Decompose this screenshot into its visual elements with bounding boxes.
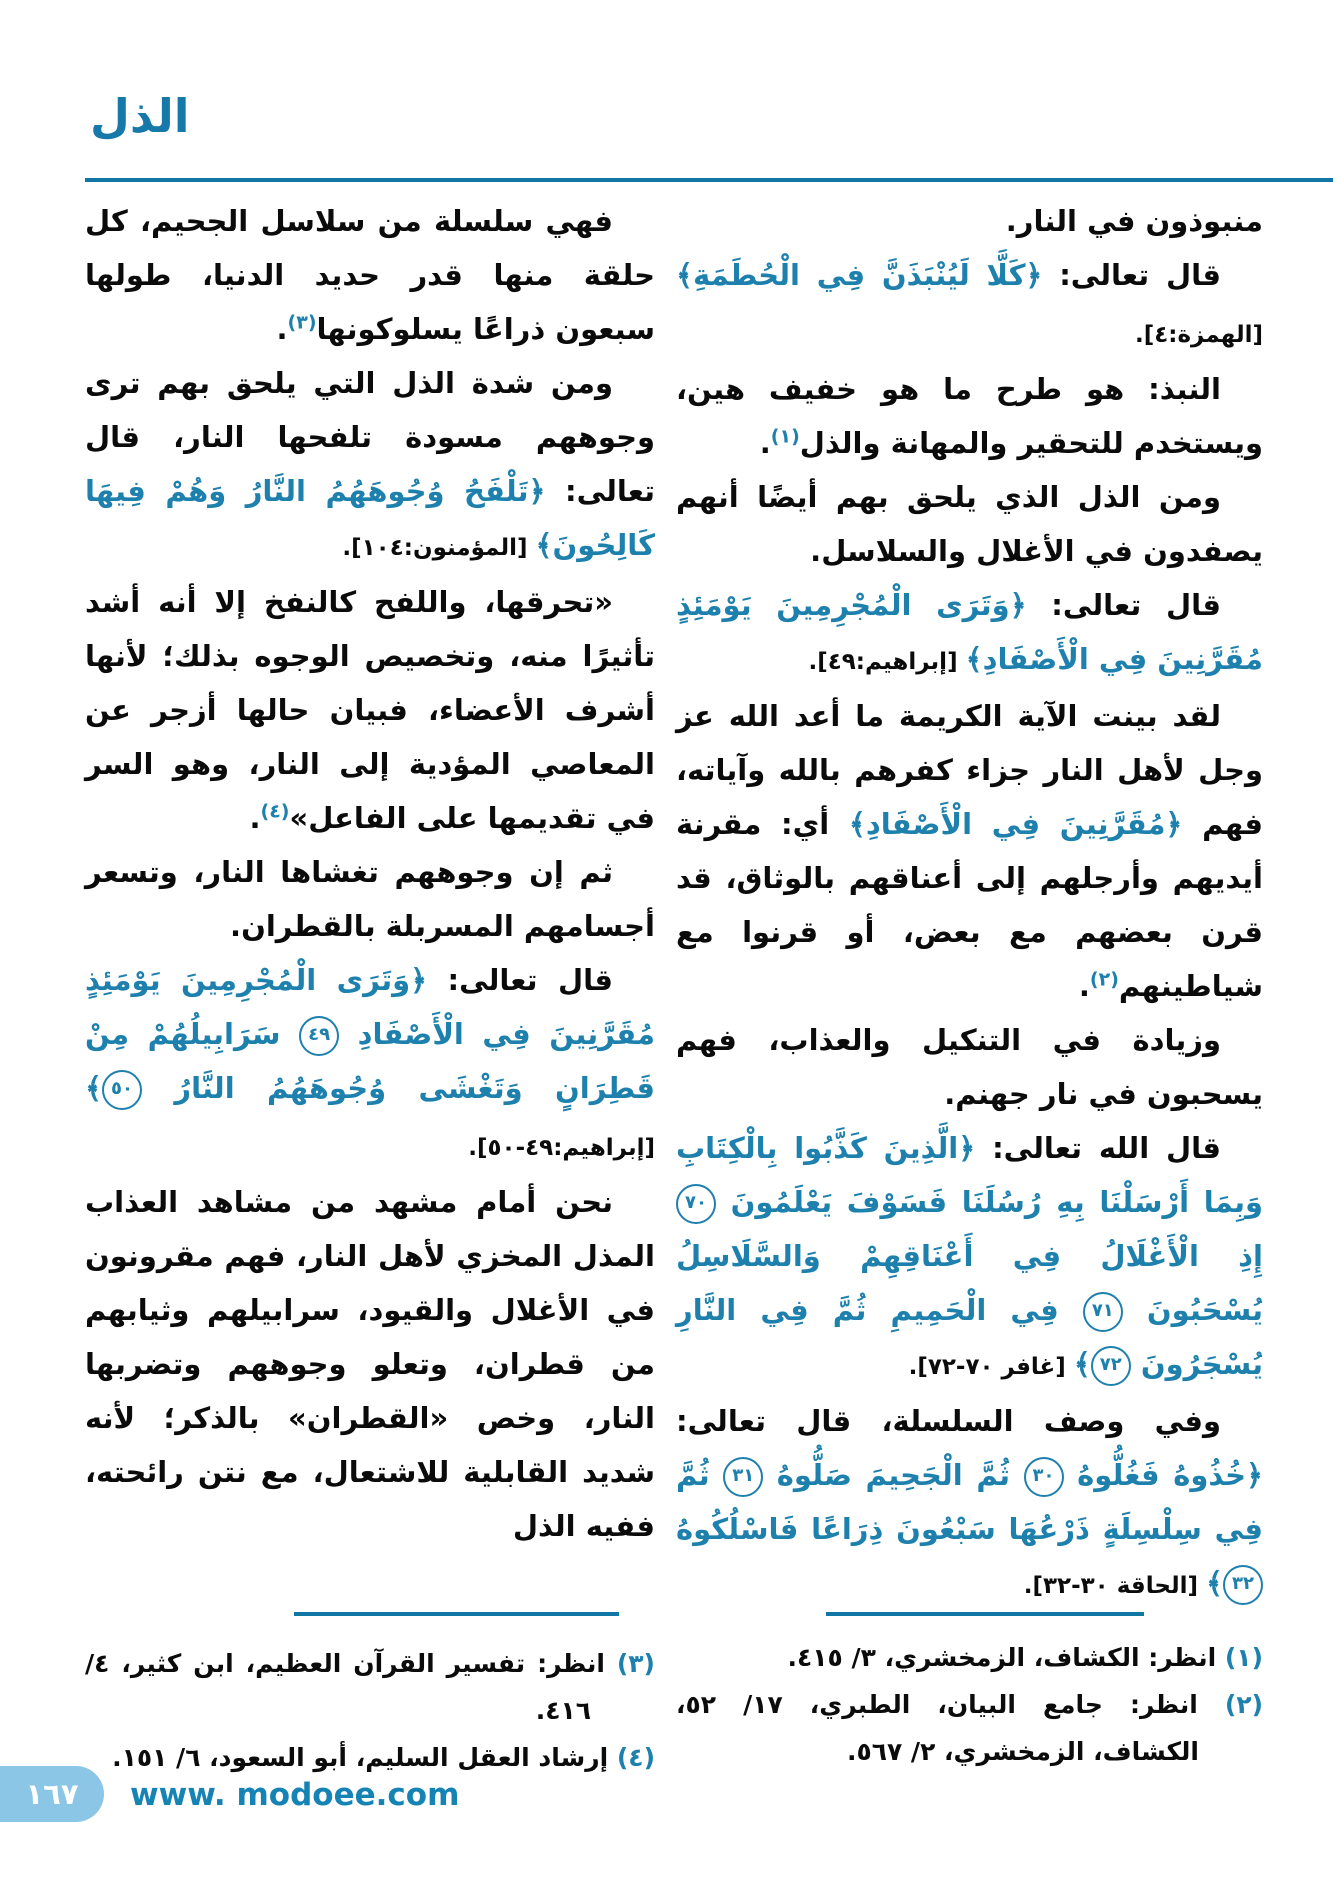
header-rule xyxy=(85,178,1333,182)
footnote-number: (٢) xyxy=(1197,1690,1264,1719)
paragraph xyxy=(85,356,655,575)
paragraph xyxy=(676,1121,1263,1394)
footnote-number: (٣) xyxy=(604,1649,655,1678)
quran-verse-run: ثُمَّ الْجَحِيمَ صَلُّوهُ xyxy=(763,1458,1024,1492)
footnote-number: (٤) xyxy=(608,1743,655,1772)
page-title: الذل xyxy=(90,89,190,143)
ayah-number-badge: ٣١ xyxy=(723,1457,763,1497)
ayah-number-badge: ٧١ xyxy=(1083,1292,1123,1332)
footnote xyxy=(676,1681,1263,1775)
paragraph xyxy=(676,194,1263,248)
body-text-run: ومن شدة الذل التي يلحق بهم ترى وجوههم مسودة تلفحها النار، قال تعالى: xyxy=(85,366,655,508)
footnote-ref-marker: (٢) xyxy=(1089,968,1119,991)
body-text-run: . xyxy=(276,312,288,346)
footnote-text: انظر: جامع البيان، الطبري، ١٧/ ٥٢، الكشاف، الزمخشري، ٢/ ٥٦٧. xyxy=(676,1690,1199,1766)
ayah-number-badge: ٧٢ xyxy=(1091,1346,1131,1386)
ayah-number-badge: ٣٢ xyxy=(1223,1565,1263,1605)
body-text-run: لقد بينت الآية الكريمة ما أعد الله عز وجل لأهل النار جزاء كفرهم بالله وآياته، فهم xyxy=(676,699,1263,841)
paragraph xyxy=(676,689,1263,1013)
footnote xyxy=(85,1640,655,1734)
page-number: ١٦٧ xyxy=(25,1777,79,1811)
body-text-run: أي: مقرنة أيديهم وأرجلهم إلى أعناقهم بالوثاق، قد قرن بعضهم مع بعض، أو قرنوا مع شياطينهم xyxy=(676,807,1263,1003)
quran-verse-run: ﴾ xyxy=(85,1071,102,1105)
footnote-ref-marker: (١) xyxy=(770,425,800,448)
verse-reference: [المؤمنون:١٠٤]. xyxy=(342,535,536,561)
paragraph xyxy=(676,1013,1263,1121)
body-text-run: ومن الذل الذي يلحق بهم أيضًا أنهم يصفدون في الأغلال والسلاسل. xyxy=(676,480,1263,568)
footnote-ref-marker: (٣) xyxy=(287,311,317,334)
footnotes-left xyxy=(85,1640,655,1781)
body-text-run: . xyxy=(1078,969,1090,1003)
footnote-text: انظر: تفسير القرآن العظيم، ابن كثير، ٤/ ٤١٦. xyxy=(85,1649,605,1725)
footnotes-right xyxy=(676,1634,1263,1775)
footnote-separator-left xyxy=(294,1612,619,1616)
quran-verse-run: فِي الْحَمِيمِ ثُمَّ فِي النَّارِ يُسْجَرُونَ xyxy=(676,1293,1263,1381)
ayah-number-badge: ٤٩ xyxy=(299,1016,339,1056)
quran-verse-run: ﴿تَلْفَحُ وُجُوهَهُمُ النَّارُ وَهُمْ فِيهَا كَالِحُونَ﴾ xyxy=(85,474,655,562)
body-text-run: نحن أمام مشهد من مشاهد العذاب المذل المخزي لأهل النار، فهم مقرونون في الأغلال والقيود، سرابيلهم وثيابهم من قطران، وتعلو وجوههم وتضربها النار، وخص «القطران» بالذكر؛ لأنه شديد القابلية للاشتعال، مع نتن رائحته، ففيه الذل xyxy=(85,1185,655,1543)
paragraph xyxy=(676,578,1263,689)
quran-verse-run: ﴿الَّذِينَ كَذَّبُوا بِالْكِتَابِ وَبِمَا أَرْسَلْنَا بِهِ رُسُلَنَا فَسَوْفَ يَعْلَمُونَ xyxy=(676,1131,1263,1219)
quran-verse-run: ﴾ xyxy=(1073,1347,1091,1381)
footnote-separator-right xyxy=(826,1612,1144,1616)
verse-reference: [الحاقة ٣٠-٣٢]. xyxy=(1023,1573,1206,1599)
body-text-run: ثم إن وجوههم تغشاها النار، وتسعر أجسامهم المسربلة بالقطران. xyxy=(85,855,655,943)
website-url: www. modoee.com xyxy=(130,1777,460,1813)
body-text-run: . xyxy=(759,426,771,460)
body-text-run: فهي سلسلة من سلاسل الجحيم، كل حلقة منها قدر حديد الدنيا، طولها سبعون ذراعًا يسلوكونها xyxy=(85,204,655,346)
body-text-run: قال تعالى: xyxy=(1026,588,1221,622)
paragraph xyxy=(676,1394,1263,1613)
footnote-number: (١) xyxy=(1216,1643,1263,1672)
quran-verse-run: ﴿كَلَّا لَيُنْبَذَنَّ فِي الْحُطَمَةِ﴾ xyxy=(676,258,1043,292)
body-text-run: وفي وصف السلسلة، قال تعالى: xyxy=(676,1404,1221,1438)
body-text-run: وزيادة في التنكيل والعذاب، فهم يسحبون في نار جهنم. xyxy=(676,1023,1263,1111)
paragraph xyxy=(85,194,655,356)
verse-reference: [غافر ٧٠-٧٢]. xyxy=(908,1354,1074,1380)
body-text-run: النبذ: هو طرح ما هو خفيف هين، ويستخدم للتحقير والمهانة والذل xyxy=(676,372,1263,460)
body-text-run: «تحرقها، واللفح كالنفخ إلا أنه أشد تأثيرًا منه، وتخصيص الوجوه بذلك؛ لأنها أشرف الأعضاء، فبيان حالها أزجر عن المعاصي المؤدية إلى النار، وهو السر في تقديمها على الفاعل» xyxy=(85,585,655,835)
ayah-number-badge: ٥٠ xyxy=(102,1070,142,1110)
verse-reference: [الهمزة:٤]. xyxy=(1134,322,1263,348)
footnote-text: انظر: الكشاف، الزمخشري، ٣/ ٤١٥. xyxy=(787,1643,1217,1672)
body-text-run: قال تعالى: xyxy=(427,963,613,997)
text-column-right xyxy=(676,194,1263,1613)
quran-verse-run: ﴿وَتَرَى الْمُجْرِمِينَ يَوْمَئِذٍ مُقَرَّنِينَ فِي الْأَصْفَادِ xyxy=(85,963,655,1051)
quran-verse-run: ﴿خُذُوهُ فَغُلُّوهُ xyxy=(1063,1458,1263,1492)
verse-reference: [إبراهيم:٤٩-٥٠]. xyxy=(468,1135,655,1161)
paragraph xyxy=(676,248,1263,362)
quran-verse-run: إِذِ الْأَغْلَالُ فِي أَعْنَاقِهِمْ وَالسَّلَاسِلُ يُسْحَبُونَ xyxy=(676,1239,1263,1327)
paragraph xyxy=(85,1175,655,1553)
body-text-run: . xyxy=(249,801,261,835)
quran-verse-run: سَرَابِيلُهُمْ مِنْ قَطِرَانٍ وَتَغْشَى وُجُوهَهُمُ النَّارُ xyxy=(85,1017,655,1105)
footnote xyxy=(676,1634,1263,1681)
ayah-number-badge: ٣٠ xyxy=(1024,1457,1064,1497)
quran-verse-run: ﴾ xyxy=(1206,1566,1223,1600)
text-column-left xyxy=(85,194,655,1553)
paragraph xyxy=(85,845,655,953)
page-number-badge xyxy=(0,1766,104,1822)
quran-verse-run: ثُمَّ فِي سِلْسِلَةٍ ذَرْعُهَا سَبْعُونَ ذِرَاعًا فَاسْلُكُوهُ xyxy=(676,1458,1263,1546)
paragraph xyxy=(676,362,1263,470)
quran-verse-run: ﴿وَتَرَى الْمُجْرِمِينَ يَوْمَئِذٍ مُقَرَّنِينَ فِي الْأَصْفَادِ﴾ xyxy=(676,588,1263,676)
ayah-number-badge: ٧٠ xyxy=(676,1184,716,1224)
verse-reference: [إبراهيم:٤٩]. xyxy=(808,649,966,675)
paragraph xyxy=(85,575,655,845)
footnote-text: إرشاد العقل السليم، أبو السعود، ٦/ ١٥١. xyxy=(112,1743,609,1772)
body-text-run: منبوذون في النار. xyxy=(1005,204,1263,238)
body-text-run: قال الله تعالى: xyxy=(975,1131,1222,1165)
footnote-ref-marker: (٤) xyxy=(260,800,290,823)
quran-verse-run: ﴿مُقَرَّنِينَ فِي الْأَصْفَادِ﴾ xyxy=(848,807,1183,841)
paragraph xyxy=(85,953,655,1175)
body-text-run: قال تعالى: xyxy=(1042,258,1221,292)
paragraph xyxy=(676,470,1263,578)
